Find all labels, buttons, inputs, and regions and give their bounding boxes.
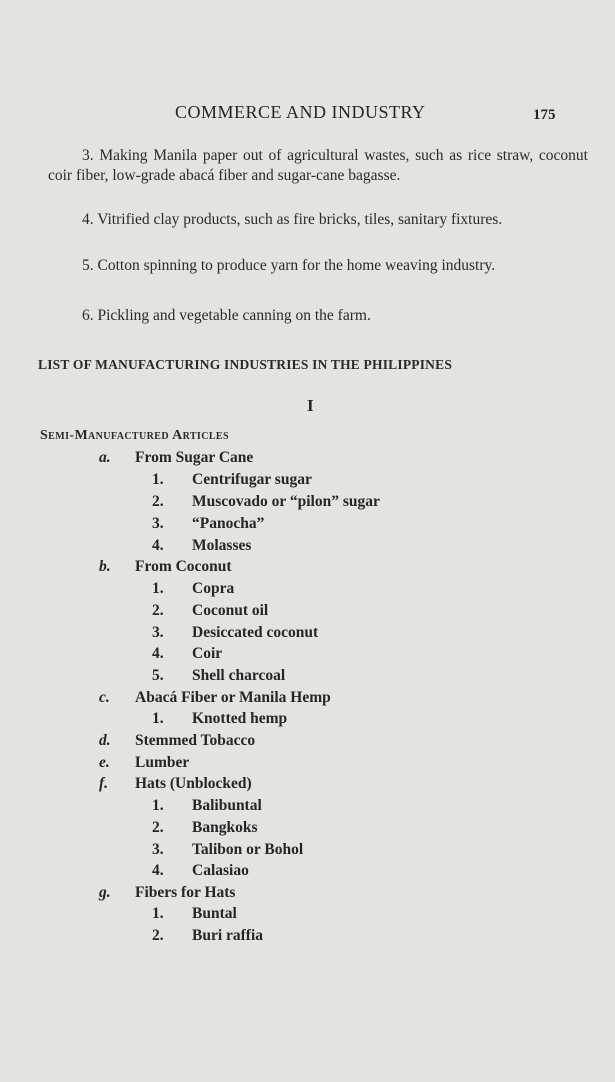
item-label: Bangkoks [192, 819, 258, 836]
list-marker: f. [99, 775, 109, 792]
list-marker: 2. [152, 493, 164, 510]
item-label: “Panocha” [192, 515, 265, 532]
list-marker: 1. [152, 905, 164, 922]
list-marker: 2. [152, 602, 164, 619]
page-number: 175 [533, 107, 556, 123]
list-heading: LIST OF MANUFACTURING INDUSTRIES IN THE PHILIPPINES [38, 357, 453, 372]
category-label: Hats (Unblocked) [135, 775, 252, 792]
list-marker: b. [99, 558, 111, 575]
item-label: Calasiao [192, 862, 249, 879]
item-label: Buri raffia [192, 927, 264, 944]
category-label: Abacá Fiber or Manila Hemp [135, 689, 331, 706]
item-label: Talibon or Bohol [192, 841, 304, 858]
list-marker: 1. [152, 797, 164, 814]
item-label: Balibuntal [192, 797, 262, 814]
list-marker: 4. [152, 645, 164, 662]
item-label: Muscovado or “pilon” sugar [192, 493, 380, 510]
list-marker: d. [99, 732, 111, 749]
item-label: Molasses [192, 537, 252, 554]
running-title: COMMERCE AND INDUSTRY [175, 102, 426, 122]
list-marker: 1. [152, 471, 164, 488]
section-title: Semi-Manufactured Articles [40, 428, 229, 443]
paragraph-item-3: 3. Making Manila paper out of agricultural wastes, such as rice straw, coconut coir fiber, low-grade abacá fiber and sugar-cane bagasse. [48, 147, 588, 184]
list-marker: 3. [152, 624, 164, 641]
category-label: Fibers for Hats [135, 884, 236, 901]
item-label: Copra [192, 580, 235, 597]
list-marker: 4. [152, 537, 164, 554]
section-numeral: I [307, 396, 314, 415]
list-marker: 3. [152, 841, 164, 858]
list-marker: 1. [152, 710, 164, 727]
item-label: Desiccated coconut [192, 624, 319, 641]
paragraph-item-4: 4. Vitrified clay products, such as fire bricks, tiles, sanitary fixtures. [82, 211, 503, 228]
list-marker: 2. [152, 927, 164, 944]
list-marker: a. [99, 449, 111, 466]
list-marker: c. [99, 689, 110, 706]
category-label: From Sugar Cane [135, 449, 254, 466]
list-marker: g. [99, 884, 111, 901]
item-label: Coconut oil [192, 602, 269, 619]
paragraph-item-5: 5. Cotton spinning to produce yarn for the home weaving industry. [82, 257, 496, 274]
list-marker: 2. [152, 819, 164, 836]
paragraph-item-6: 6. Pickling and vegetable canning on the farm. [82, 307, 371, 324]
category-label: From Coconut [135, 558, 232, 575]
item-label: Knotted hemp [192, 710, 288, 727]
list-marker: 3. [152, 515, 164, 532]
list-marker: e. [99, 754, 110, 771]
item-label: Coir [192, 645, 223, 662]
list-marker: 5. [152, 667, 164, 684]
item-label: Centrifugar sugar [192, 471, 312, 488]
item-label: Buntal [192, 905, 237, 922]
category-label: Lumber [135, 754, 190, 771]
list-marker: 1. [152, 580, 164, 597]
item-label: Shell charcoal [192, 667, 286, 684]
list-marker: 4. [152, 862, 164, 879]
category-label: Stemmed Tobacco [135, 732, 256, 749]
